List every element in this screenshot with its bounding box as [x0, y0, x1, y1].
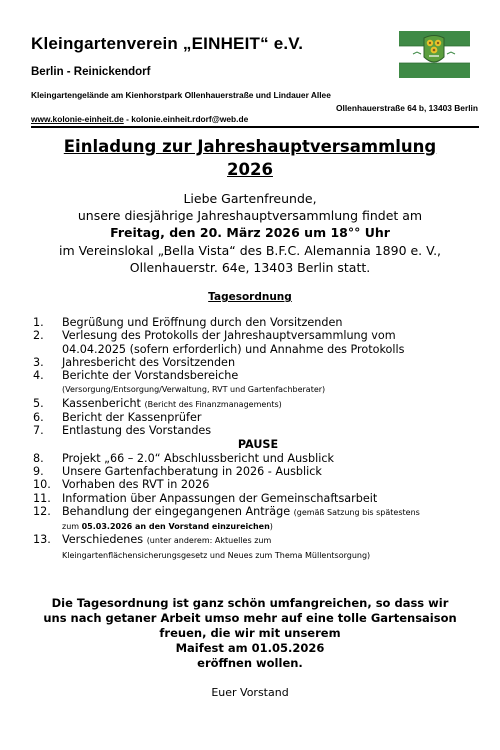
meeting-date: Freitag, den 20. März 2026 um 18°° Uhr — [110, 225, 390, 240]
contact-separator: - — [123, 114, 132, 124]
agenda-text-continued: 04.04.2025 (sofern erforderlich) und Annahme des Protokolls — [62, 342, 405, 356]
agenda-text: Vorhaben des RVT in 2026 — [62, 478, 210, 492]
agenda-note: (Bericht des Finanzmanagements) — [144, 399, 282, 409]
venue-address: Ollenhauerstr. 64e, 13403 Berlin statt. — [129, 260, 371, 275]
agenda-number: 7. — [33, 424, 44, 438]
greeting: Liebe Gartenfreunde, — [183, 191, 317, 206]
email-address: kolonie.einheit.rdorf@web.de — [131, 114, 249, 124]
agenda-note-prefix: zum — [62, 522, 82, 532]
header-divider — [31, 126, 479, 128]
closing-line: eröffnen wollen. — [197, 656, 303, 670]
agenda-item — [33, 424, 483, 437]
agenda-pause: PAUSE — [237, 437, 279, 451]
invitation-title: Einladung zur Jahreshauptversammlung — [63, 137, 437, 156]
agenda-number: 9. — [33, 464, 44, 478]
agenda-number: 11. — [33, 491, 51, 505]
agenda-text: Jahresbericht des Vorsitzenden — [62, 355, 236, 369]
motion-deadline: 05.03.2026 an den Vorstand einzureichen — [81, 522, 270, 532]
agenda-note: (unter anderem: Aktuelles zum — [146, 536, 272, 546]
agenda-number: 3. — [33, 355, 44, 369]
agenda-text: Unsere Gartenfachberatung in 2026 - Ausblick — [62, 464, 322, 478]
org-name: Kleingartenverein „EINHEIT“ e.V. — [31, 34, 304, 53]
agenda-number: 4. — [33, 369, 44, 383]
agenda-text: Verlesung des Protokolls der Jahreshauptversammlung vom — [62, 329, 396, 343]
agenda-item — [33, 411, 483, 424]
maifest-date: Maifest am 01.05.2026 — [175, 641, 325, 655]
agenda-note: (gemäß Satzung bis spätestens — [293, 507, 420, 517]
agenda-item — [33, 397, 483, 411]
agenda-number: 8. — [33, 451, 44, 465]
agenda-number: 13. — [33, 533, 51, 547]
agenda-note-continued: Kleingartenflächensicherungsgesetz und Neues zum Thema Müllentsorgung) — [62, 550, 371, 560]
closing-line: freuen, die wir mit unserem — [159, 626, 341, 640]
agenda-text: Information über Anpassungen der Gemeinschaftsarbeit — [62, 491, 378, 505]
agenda-text: Entlastung des Vorstandes — [62, 424, 212, 438]
contact-line — [31, 114, 248, 124]
closing-text — [0, 596, 500, 671]
agenda-text: Projekt „66 – 2.0“ Abschlussbericht und Ausblick — [62, 451, 334, 465]
agenda-text: Verschiedenes — [62, 533, 144, 547]
agenda-item — [33, 452, 483, 465]
agenda-list — [33, 316, 483, 562]
agenda-number: 10. — [33, 478, 51, 492]
agenda-text: Behandlung der eingegangenen Anträge — [62, 504, 291, 518]
agenda-number: 5. — [33, 396, 44, 410]
agenda-item — [33, 316, 483, 329]
closing-line: Die Tagesordnung ist ganz schön umfangreichen, so dass wir — [51, 596, 449, 610]
agenda-note: (Versorgung/Entsorgung/Verwaltung, RVT und Gartenfachberater) — [62, 385, 326, 395]
intro-line: unsere diesjährige Jahreshauptversammlung findet am — [77, 208, 423, 223]
agenda-item — [33, 478, 483, 491]
agenda-note-suffix: ) — [269, 522, 273, 532]
agenda-item — [33, 369, 483, 397]
club-flag-logo — [399, 31, 470, 78]
agenda-heading: Tagesordnung — [208, 291, 292, 303]
signature: Euer Vorstand — [211, 686, 289, 699]
agenda-text: Kassenbericht — [62, 396, 141, 410]
site-description: Kleingartengelände am Kienhorstpark Ollenhauerstraße und Lindauer Allee — [31, 90, 331, 100]
venue-line: im Vereinslokal „Bella Vista“ des B.F.C. Alemannia 1890 e. V., — [58, 243, 442, 258]
agenda-item — [33, 492, 483, 505]
agenda-text: Berichte der Vorstandsbereiche — [62, 369, 239, 383]
agenda-text: Begrüßung und Eröffnung durch den Vorsitzenden — [62, 316, 343, 329]
agenda-item — [33, 533, 483, 562]
address: Ollenhauerstraße 64 b, 13403 Berlin — [336, 103, 478, 113]
website-link[interactable]: www.kolonie-einheit.de — [31, 114, 124, 124]
closing-line: uns nach getaner Arbeit umso mehr auf eine tolle Gartensaison — [43, 611, 457, 625]
agenda-item — [33, 505, 483, 534]
agenda-item — [33, 356, 483, 369]
agenda-text: Bericht der Kassenprüfer — [62, 411, 202, 425]
agenda-number: 6. — [33, 411, 44, 425]
agenda-item — [33, 465, 483, 478]
agenda-item — [33, 329, 483, 356]
district: Berlin - Reinickendorf — [31, 66, 151, 78]
agenda-number: 1. — [33, 316, 44, 329]
invitation-year: 2026 — [227, 160, 273, 179]
agenda-number: 2. — [33, 329, 44, 343]
agenda-number: 12. — [33, 504, 51, 518]
